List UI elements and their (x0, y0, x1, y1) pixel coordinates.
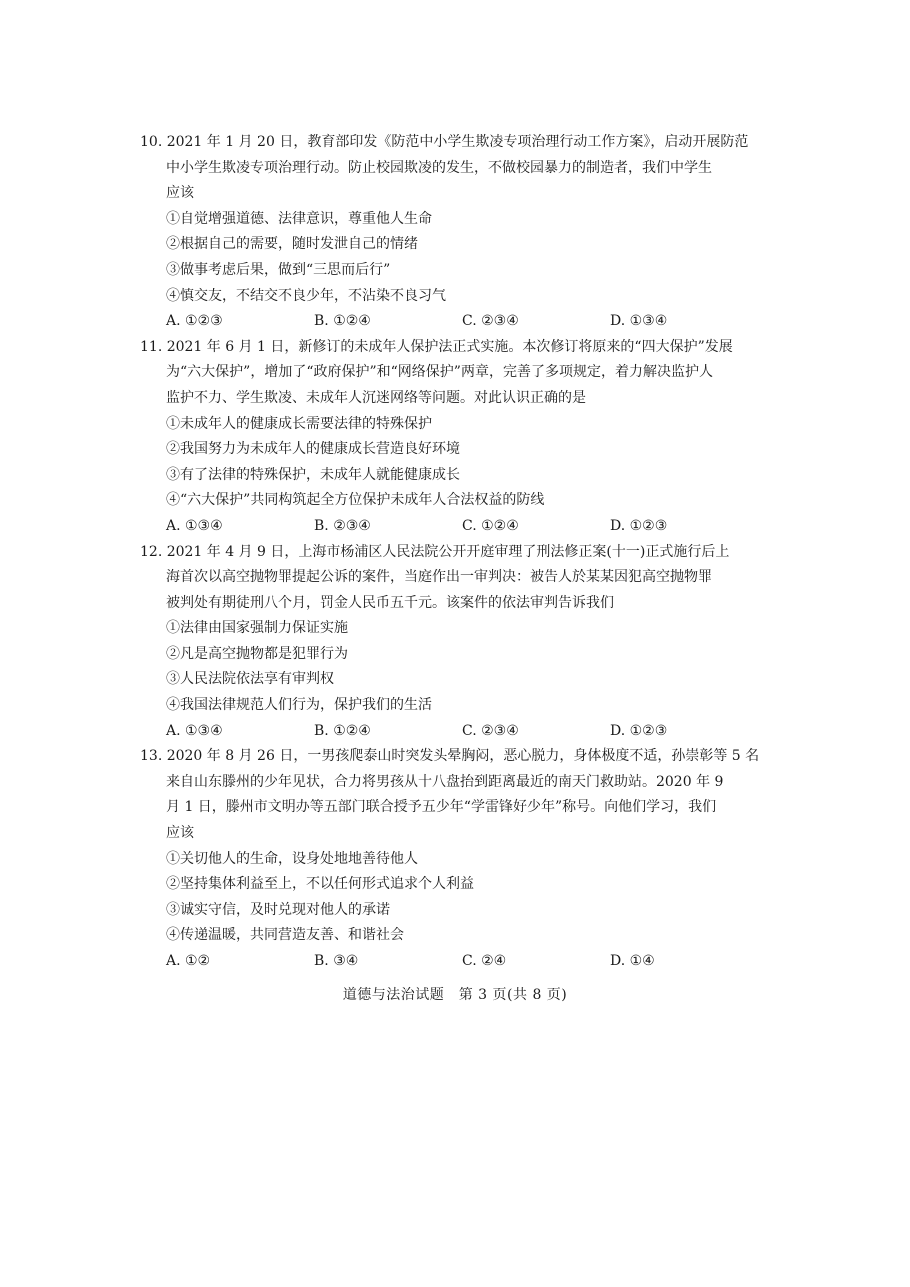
question-stem-line: 被判处有期徒刑八个月，罚金人民币五千元。该案件的依法审判告诉我们 (166, 594, 614, 611)
answer-choices (140, 309, 760, 335)
question-stem-line: 来自山东滕州的少年见状，合力将男孩从十八盘抬到距离最近的南天门救助站。2020 年 9 (166, 773, 724, 790)
question-stem-line: 13. 2020 年 8 月 26 日，一男孩爬泰山时突发头晕胸闷，恶心脱力，身体极度不适，孙崇彰等 5 名 (140, 748, 760, 765)
choice-a: A. ①③④ (166, 722, 223, 739)
statement-option: ②根据自己的需要，随时发泄自己的情绪 (166, 236, 418, 253)
answer-choices (140, 719, 760, 745)
choice-a: A. ①②③ (166, 313, 223, 330)
choice-c: C. ②③④ (462, 722, 519, 739)
statement-option: ①自觉增强道德、法律意识，尊重他人生命 (166, 210, 432, 227)
statement-option: ②坚持集体利益至上，不以任何形式追求个人利益 (166, 876, 474, 893)
question-stem-line: 海首次以高空抛物罪提起公诉的案件，当庭作出一审判决：被告人於某某因犯高空抛物罪 (166, 569, 712, 586)
statement-option: ④传递温暖，共同营造友善、和谐社会 (166, 927, 404, 944)
answer-choices (140, 514, 760, 540)
page-footer: 道德与法治试题 第 3 页(共 8 页) (342, 987, 568, 1003)
question-stem-line: 为“六大保护”，增加了“政府保护”和“网络保护”两章，完善了多项规定，着力解决监护人 (166, 364, 713, 381)
statement-option: ③人民法院依法享有审判权 (166, 671, 334, 688)
statement-option: ③有了法律的特殊保护，未成年人就能健康成长 (166, 466, 460, 483)
choice-c: C. ①②④ (462, 517, 519, 534)
question-stem-line: 10. 2021 年 1 月 20 日，教育部印发《防范中小学生欺凌专项治理行动工作方案》，启动开展防范 (140, 134, 749, 150)
statement-option: ①关切他人的生命，设身处地地善待他人 (166, 850, 418, 867)
statement-option: ③做事考虑后果，做到“三思而后行” (166, 261, 391, 278)
choice-b: B. ③④ (314, 953, 359, 969)
question-10 (140, 130, 760, 335)
choice-b: B. ①②④ (314, 313, 371, 330)
question-stem-line: 中小学生欺凌专项治理行动。防止校园欺凌的发生，不做校园暴力的制造者，我们中学生 (166, 159, 712, 176)
question-stem-line: 12. 2021 年 4 月 9 日，上海市杨浦区人民法院公开开庭审理了刑法修正案(十一)正式施行后上 (140, 543, 730, 560)
choice-a: A. ①③④ (166, 517, 223, 534)
question-12 (140, 540, 760, 745)
statement-option: ④慎交友，不结交不良少年，不沾染不良习气 (166, 287, 446, 304)
question-11 (140, 335, 760, 540)
choice-c: C. ②③④ (462, 313, 519, 330)
choice-d: D. ①②③ (610, 722, 668, 739)
question-stem-line: 监护不力、学生欺凌、未成年人沉迷网络等问题。对此认识正确的是 (166, 389, 586, 406)
statement-option: ②凡是高空抛物都是犯罪行为 (166, 645, 348, 662)
question-stem-line: 11. 2021 年 6 月 1 日，新修订的未成年人保护法正式实施。本次修订将原来的“四大保护”发展 (140, 338, 733, 355)
question-list (140, 130, 760, 975)
choice-b: B. ①②④ (314, 722, 371, 739)
question-13 (140, 744, 760, 974)
statement-option: ④我国法律规范人们行为，保护我们的生活 (166, 697, 432, 714)
question-stem-line: 应该 (166, 825, 194, 842)
statement-option: ①未成年人的健康成长需要法律的特殊保护 (166, 415, 432, 432)
question-stem-line: 应该 (166, 185, 194, 202)
statement-option: ①法律由国家强制力保证实施 (166, 620, 348, 637)
statement-option: ④“六大保护”共同构筑起全方位保护未成年人合法权益的防线 (166, 492, 545, 509)
question-stem-line: 月 1 日，滕州市文明办等五部门联合授予五少年“学雷锋好少年”称号。向他们学习，我们 (166, 799, 717, 816)
choice-b: B. ②③④ (314, 517, 371, 534)
choice-a: A. ①② (166, 953, 211, 969)
statement-option: ③诚实守信，及时兑现对他人的承诺 (166, 901, 390, 918)
choice-c: C. ②④ (462, 953, 507, 969)
answer-choices (140, 949, 760, 975)
choice-d: D. ①④ (610, 953, 655, 969)
choice-d: D. ①③④ (610, 313, 668, 330)
choice-d: D. ①②③ (610, 517, 668, 534)
statement-option: ②我国努力为未成年人的健康成长营造良好环境 (166, 441, 460, 458)
